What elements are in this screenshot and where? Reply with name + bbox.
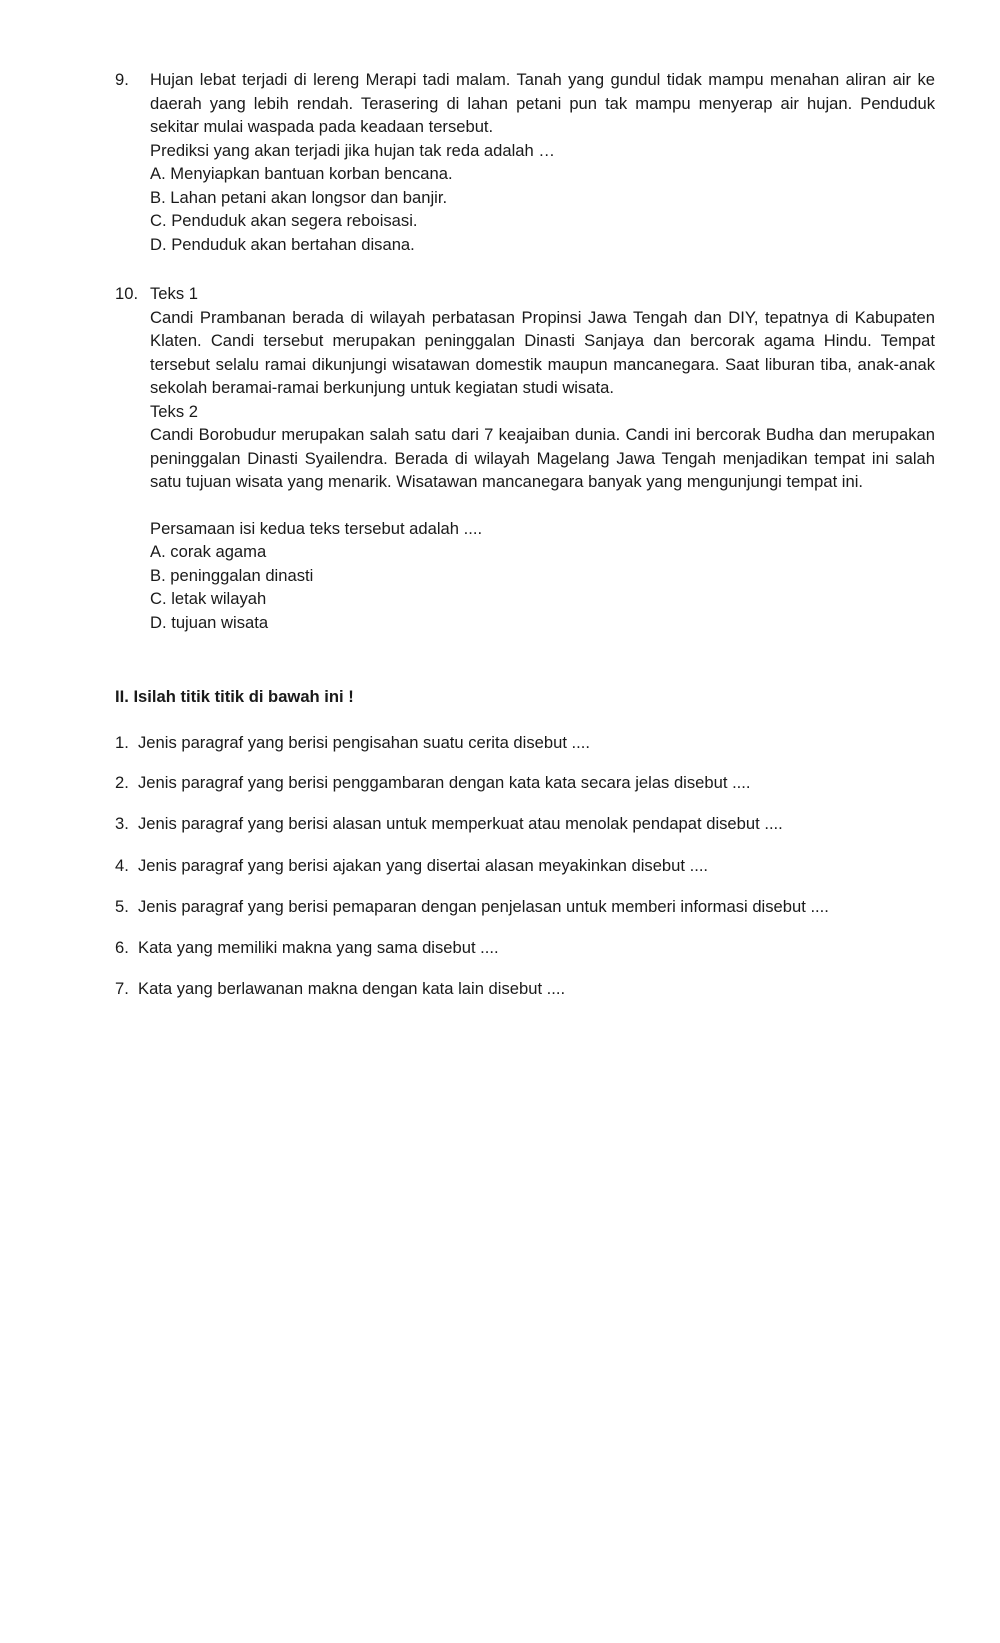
option-d: D. Penduduk akan bertahan disana. (150, 234, 415, 254)
item-text: Jenis paragraf yang berisi ajakan yang disertai alasan meyakinkan disebut .... (138, 856, 709, 875)
item-number: 7. (115, 979, 129, 998)
section-2-title: II. Isilah titik titik di bawah ini ! (115, 687, 354, 706)
option-c: C. Penduduk akan segera reboisasi. (150, 211, 418, 230)
item-number: 4. (115, 856, 129, 875)
option-a: A. corak agama (150, 542, 267, 561)
list-item (115, 895, 829, 919)
list-item (115, 731, 590, 755)
answer-options (150, 162, 935, 256)
option-d: D. tujuan wisata (150, 612, 269, 632)
question-10 (115, 282, 935, 634)
option-a: A. Menyiapkan bantuan korban bencana. (150, 164, 453, 183)
text-2-label: Teks 2 (150, 401, 198, 421)
item-text: Jenis paragraf yang berisi pengisahan suatu cerita disebut .... (138, 733, 590, 752)
list-item (115, 812, 783, 836)
item-text: Jenis paragraf yang berisi penggambaran dengan kata kata secara jelas disebut .... (138, 773, 751, 792)
item-number: 2. (115, 773, 129, 792)
question-stem: Hujan lebat terjadi di lereng Merapi tadi malam. Tanah yang gundul tidak mampu menahan aliran air ke daerah yang lebih rendah. Terasering di lahan petani pun tak mampu menyerap air hujan. Penduduk sekitar mulai waspada pada keadaan tersebut. (150, 70, 935, 136)
option-b: B. Lahan petani akan longsor dan banjir. (150, 187, 448, 207)
item-number: 6. (115, 938, 129, 957)
item-number: 5. (115, 897, 129, 916)
list-item (115, 771, 751, 795)
question-number: 9. (115, 70, 129, 89)
question-prompt: Persamaan isi kedua teks tersebut adalah .... (150, 518, 483, 538)
item-number: 1. (115, 733, 129, 752)
question-number: 10. (115, 284, 139, 303)
text-1-passage: Candi Prambanan berada di wilayah perbatasan Propinsi Jawa Tengah dan DIY, tepatnya di Kabupaten Klaten. Candi tersebut merupakan peninggalan Dinasti Sanjaya dan bercorak agama Hindu. Tempat tersebut selalu ramai dikunjungi wisatawan domestik maupun mancanegara. Saat liburan tiba, anak-anak sekolah beramai-ramai berkunjung untuk kegiatan studi wisata. (150, 307, 935, 397)
option-c: C. letak wilayah (150, 589, 267, 608)
item-text: Jenis paragraf yang berisi pemaparan dengan penjelasan untuk memberi informasi disebut .... (138, 897, 829, 916)
list-item (115, 936, 499, 960)
item-number: 3. (115, 814, 129, 833)
item-text: Kata yang berlawanan makna dengan kata lain disebut .... (138, 979, 566, 998)
item-text: Jenis paragraf yang berisi alasan untuk memperkuat atau menolak pendapat disebut .... (138, 814, 783, 833)
item-text: Kata yang memiliki makna yang sama disebut .... (138, 938, 499, 957)
question-9 (115, 68, 935, 256)
option-b: B. peninggalan dinasti (150, 565, 314, 585)
question-prompt: Prediksi yang akan terjadi jika hujan tak reda adalah … (150, 140, 555, 160)
list-item (115, 854, 708, 878)
answer-options (150, 540, 935, 634)
list-item (115, 977, 565, 1001)
text-2-passage: Candi Borobudur merupakan salah satu dari 7 keajaiban dunia. Candi ini bercorak Budha dan merupakan peninggalan Dinasti Syailendra. Berada di wilayah Magelang Jawa Tengah menjadikan tempat ini salah satu tujuan wisata yang menarik. Wisatawan mancanegara banyak yang mengunjungi tempat ini. (150, 425, 935, 491)
text-1-label: Teks 1 (150, 284, 198, 303)
